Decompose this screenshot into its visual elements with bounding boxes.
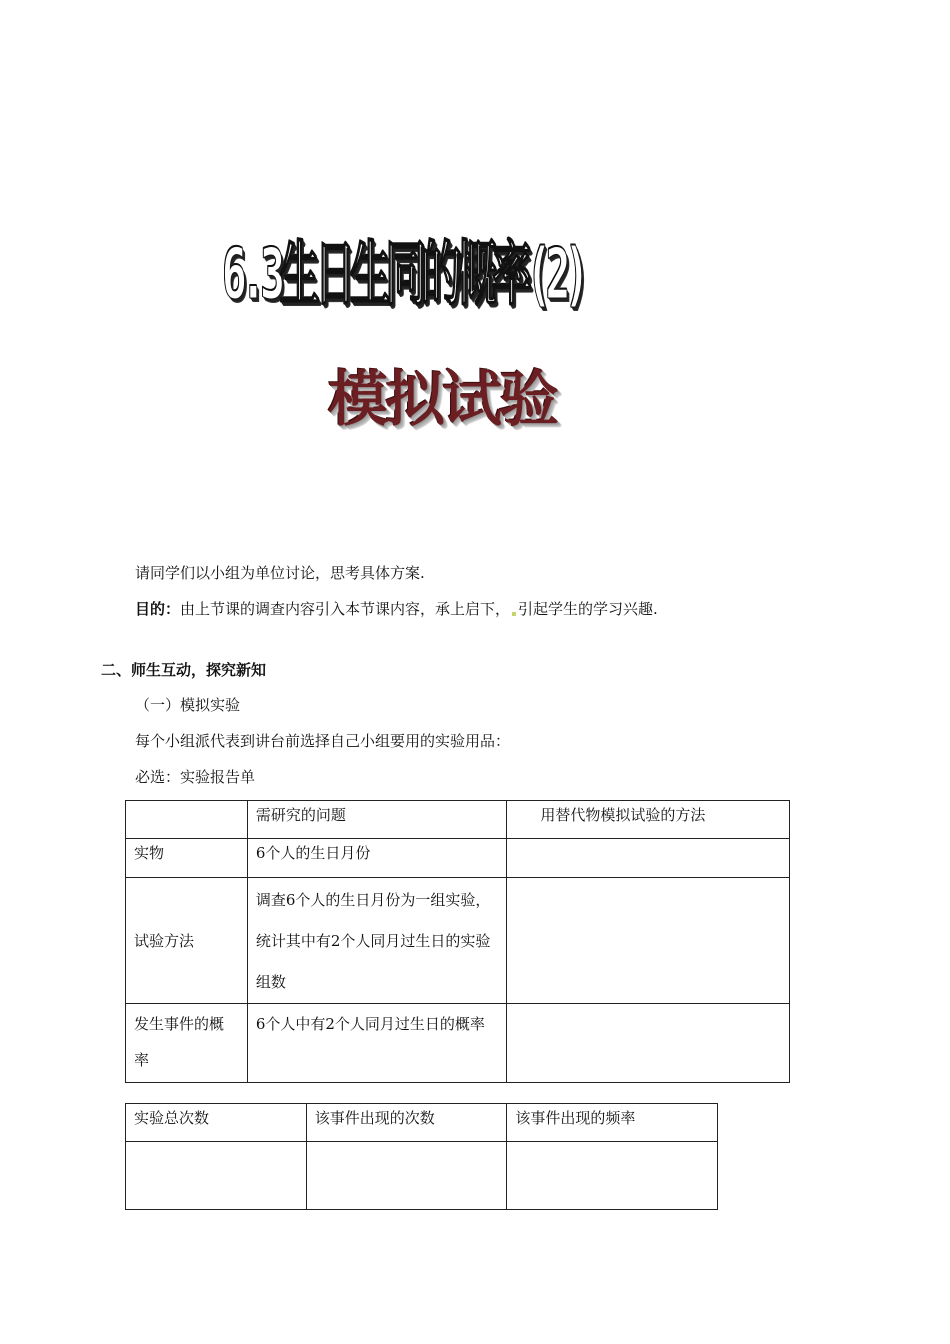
table1-header-cell: 需研究的问题 (247, 801, 507, 839)
required-line: 必选：实验报告单 (135, 768, 256, 786)
table1-cell: 发生事件的概率 (126, 1004, 248, 1083)
purpose-line (135, 599, 658, 619)
table1-cell: 试验方法 (126, 878, 248, 1004)
instruction-line: 每个小组派代表到讲台前选择自己小组要用的实验用品： (135, 732, 511, 750)
table2-header-cell: 实验总次数 (126, 1104, 307, 1142)
table1-cell: 调查6个人的生日月份为一组实验，统计其中有2个人同月过生日的实验组数 (247, 878, 507, 1004)
experiment-report-table (125, 800, 790, 1083)
intro-text: 请同学们以小组为单位讨论，思考具体方案. (135, 564, 425, 582)
marker-dot (512, 612, 516, 616)
table1-header-cell (126, 801, 248, 839)
table2-cell (306, 1142, 507, 1210)
table2-header-cell: 该事件出现的频率 (507, 1104, 718, 1142)
table1-header-cell: 用替代物模拟试验的方法 (507, 801, 790, 839)
purpose-text-b: 引起学生的学习兴趣. (518, 600, 658, 618)
title-line2: 模拟试验 (328, 365, 556, 435)
table1-cell (507, 878, 790, 1004)
title-line1: 6.3生日生同的概率(2) (222, 233, 584, 315)
table1-cell: 实物 (126, 839, 248, 878)
table1-cell: 6个人中有2个人同月过生日的概率 (247, 1004, 507, 1083)
table1-cell: 6个人的生日月份 (247, 839, 507, 878)
table2-header-cell: 该事件出现的次数 (306, 1104, 507, 1142)
table2-cell (507, 1142, 718, 1210)
table1-cell (507, 1004, 790, 1083)
purpose-label: 目的： (135, 600, 181, 618)
table1-cell (507, 839, 790, 878)
subsection-heading: （一）模拟实验 (135, 696, 241, 714)
table2-cell (126, 1142, 307, 1210)
section-heading: 二、师生互动，探究新知 (101, 661, 267, 679)
purpose-text-a: 由上节课的调查内容引入本节课内容，承上启下， (180, 600, 511, 618)
frequency-table (125, 1103, 718, 1210)
